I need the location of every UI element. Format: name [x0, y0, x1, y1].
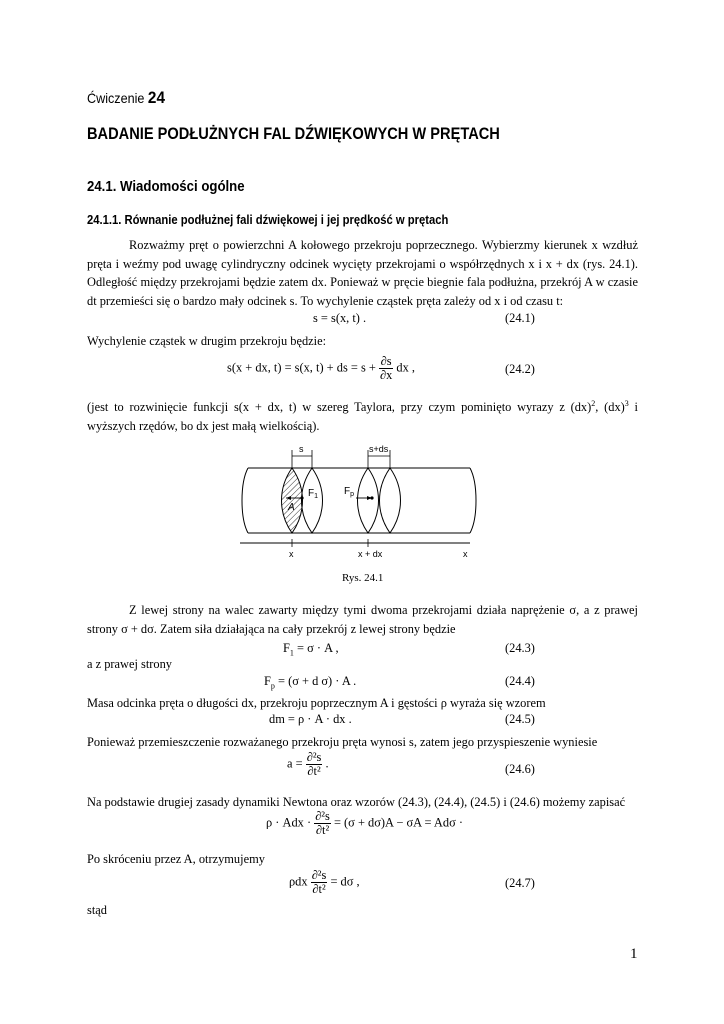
fraction [311, 869, 328, 896]
label-s: s [299, 444, 304, 454]
equation-newton [266, 810, 463, 837]
paragraph-intro: Rozważmy pręt o powierzchni A kołowego przekroju poprzecznego. Wybierzmy kierunek x wzdłuż pręta i weźmy pod uwagę cylindryczny odcinek wycięty przekrojami o współrzędnych x i x + dx (rys. 24.1). Odległość między przekrojami będzie zatem dx. Ponieważ w pręcie biegnie fala podłużna, przekrój A w czasie dt przemieści się o bardzo mały odcinek s. To wychylenie cząstek pręta zależy od x i od czasu t: [87, 238, 638, 308]
text-line: Po skróceniu przez A, otrzymujemy [87, 852, 265, 866]
fraction-denominator: ∂t² [315, 823, 330, 838]
paragraph-taylor [87, 395, 638, 435]
section-xdx [358, 468, 379, 533]
superscript: 3 [624, 399, 629, 408]
equation-24-7 [289, 869, 360, 896]
eq-right: dx , [396, 360, 416, 375]
taylor-text-b: , (dx) [595, 400, 625, 415]
eq-symbol: F [283, 641, 290, 655]
page-number: 1 [630, 946, 638, 962]
rod-right-end [470, 468, 476, 533]
fraction [306, 751, 323, 778]
equation-24-2 [227, 355, 415, 382]
eq-symbol: F [264, 674, 271, 688]
equation-24-4 [264, 674, 356, 690]
figure-caption: Rys. 24.1 [342, 572, 384, 584]
fraction-denominator: ∂t² [307, 764, 321, 779]
exercise-label: Ćwiczenie [87, 90, 145, 106]
paragraph-stress: Z lewej strony na walec zawarty między tymi dwoma przekrojami działa naprężenie σ, a z prawej strony σ + dσ. Zatem siła działająca na cały przekrój z lewej strony będzie [87, 603, 638, 636]
label-sds: s+ds [369, 444, 389, 454]
page-title: BADANIE PODŁUŻNYCH FAL DŹWIĘKOWYCH W PRĘTACH [87, 124, 500, 143]
equation-24-3 [283, 641, 339, 657]
fraction-denominator: ∂t² [312, 882, 326, 897]
taylor-text-a: (jest to rozwinięcie funkcji s(x + dx, t) w szereg Taylora, przy czym pominięto wyrazy z (dx) [87, 400, 592, 415]
equation-number-24-1: (24.1) [505, 311, 535, 325]
label-a: A [288, 502, 295, 513]
subscript: p [270, 681, 275, 691]
text-line: Wychylenie cząstek w drugim przekroju będzie: [87, 334, 327, 348]
fraction-numerator: ∂²s [306, 750, 322, 764]
eq-right: = (σ + dσ)A − σA = Adσ · [333, 815, 463, 830]
section-heading: 24.1. Wiadomości ogólne [87, 178, 245, 195]
equation-number-24-3: (24.3) [505, 641, 535, 655]
equation-24-5: dm = ρ · A · dx . [269, 712, 352, 726]
equation-24-6 [287, 751, 329, 778]
label-f1: $F_1$ [308, 488, 319, 500]
axis-label-xdx: x + dx [358, 549, 383, 559]
equation-24-1: s = s(x, t) . [313, 311, 367, 325]
exercise-heading [87, 88, 165, 108]
equation-number-24-6: (24.6) [505, 762, 535, 776]
equation-number-24-5: (24.5) [505, 712, 535, 726]
eq-right: = dσ , [330, 874, 360, 889]
eq-rest: = σ · A , [293, 641, 339, 655]
equation-number-24-4: (24.4) [505, 674, 535, 688]
rod-figure [230, 438, 490, 564]
equation-number-24-2: (24.2) [505, 362, 535, 376]
fraction-numerator: ∂²s [315, 809, 330, 823]
eq-left: s(x + dx, t) = s(x, t) + ds = s + [227, 360, 376, 375]
eq-left: ρ · Adx · [266, 815, 312, 830]
fraction-numerator: ∂²s [311, 868, 327, 882]
superscript: 2 [591, 399, 596, 408]
text-line: stąd [87, 903, 107, 917]
rod-left-end [242, 468, 248, 533]
taylor-text-c: i wyższych rzędów, bo dx jest małą wielkością). [87, 400, 638, 433]
equation-number-24-7: (24.7) [505, 876, 535, 890]
fraction-numerator: ∂s [380, 354, 392, 368]
label-fp: $F_p$ [344, 486, 355, 498]
fraction [379, 355, 393, 382]
text-line: a z prawej strony [87, 657, 172, 671]
fraction-denominator: ∂x [379, 368, 393, 383]
cross-section-a [282, 468, 303, 533]
axis-label-x-end: x [463, 549, 468, 559]
eq-rest: = (σ + d σ) · A . [274, 674, 357, 688]
axis-label-x: x [289, 549, 294, 559]
eq-right: . [325, 756, 329, 771]
fraction [314, 810, 331, 837]
displaced-section [302, 468, 323, 533]
text-line: Masa odcinka pręta o długości dx, przekroju poprzecznym A i gęstości ρ wyraża się wzorem [87, 696, 546, 710]
subsection-heading: 24.1.1. Równanie podłużnej fali dźwiękowej i jej prędkość w prętach [87, 213, 449, 227]
exercise-number: 24 [147, 88, 165, 107]
eq-left: ρdx [289, 874, 308, 889]
subscript: 1 [289, 648, 294, 658]
text-line: Na podstawie drugiej zasady dynamiki Newtona oraz wzorów (24.3), (24.4), (24.5) i (24.6) możemy zapisać [87, 795, 626, 809]
eq-left: a = [287, 756, 303, 771]
text-line: Ponieważ przemieszczenie rozważanego przekroju pręta wynosi s, zatem jego przyspieszenie wyniesie [87, 735, 598, 749]
displaced-section-xdx [380, 468, 401, 533]
